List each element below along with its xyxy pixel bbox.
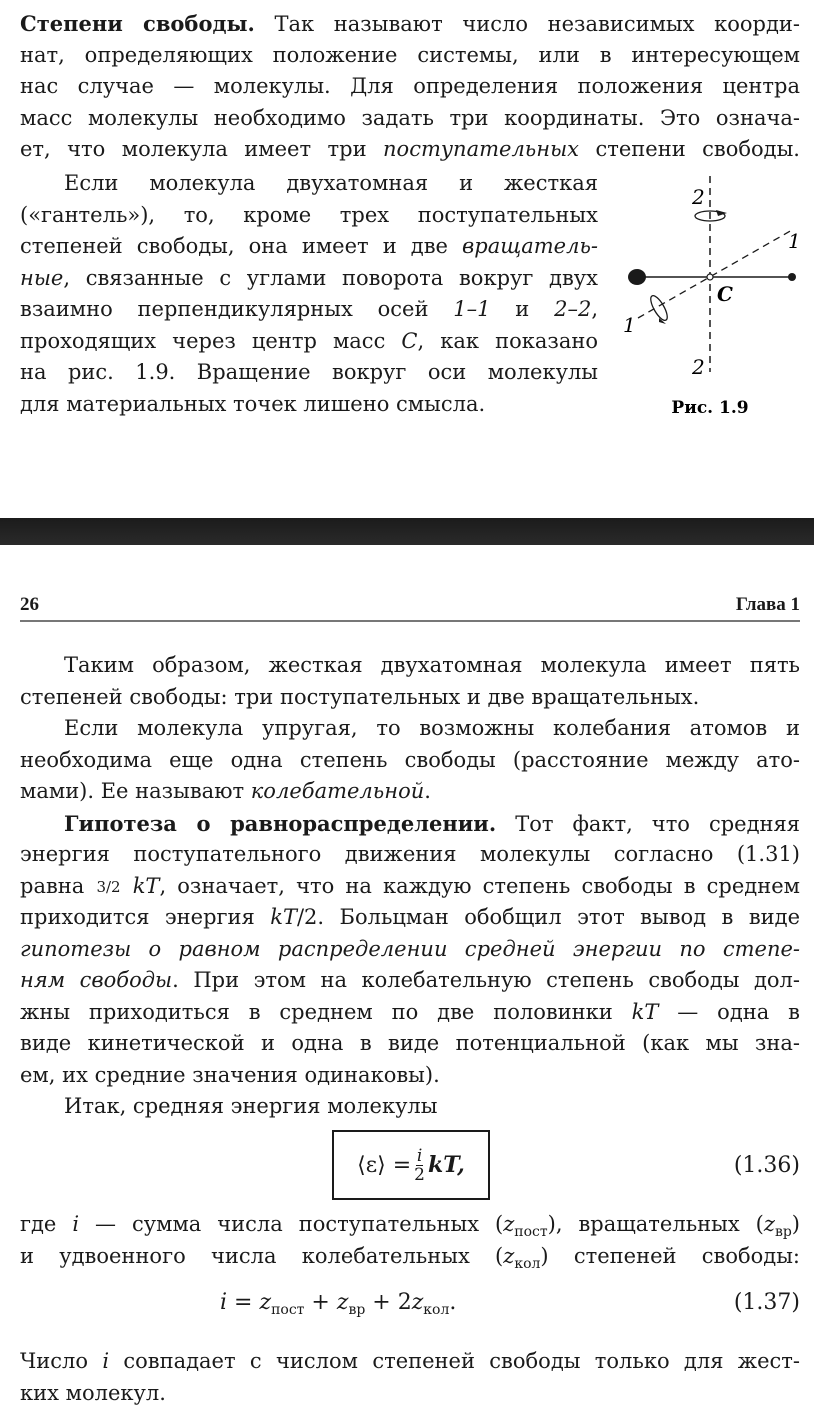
equation-number-1-36: (1.36)	[734, 1153, 800, 1178]
text-line	[20, 1091, 800, 1123]
subscript: кол	[423, 1302, 449, 1318]
text-line	[20, 776, 800, 808]
text-line	[20, 713, 800, 745]
text-run: Итак, средняя энергия молекулы	[64, 1094, 438, 1118]
italic-text: i	[220, 1290, 227, 1315]
axis-label-2-top: 2	[691, 185, 705, 209]
text-line	[20, 965, 800, 997]
italic-text: вращатель-	[462, 234, 598, 258]
text-run: необходима еще одна степень свободы (расстояние между ато-	[20, 748, 800, 772]
small-atom	[788, 273, 796, 281]
subscript: кол	[514, 1256, 540, 1272]
equation-1-37	[220, 1290, 456, 1318]
text-line	[20, 745, 800, 777]
axis-label-1-right: 1	[788, 229, 801, 253]
figure-caption: Рис. 1.9	[671, 398, 748, 418]
text-run: , как показано	[418, 329, 599, 353]
text-line	[20, 1209, 800, 1241]
text-line	[20, 40, 800, 72]
text-run: . При этом на колебательную степень свободы дол-	[172, 968, 800, 992]
text-run: степеней свободы: три поступательных и две вращательных.	[20, 685, 699, 709]
equation-rhs: kT,	[428, 1152, 465, 1178]
text-run: где	[20, 1212, 72, 1236]
text-line	[20, 682, 800, 714]
text-run: , связанные с углами поворота вокруг двух	[63, 266, 598, 290]
text-line	[20, 168, 598, 200]
text-run: и удвоенного числа колебательных (	[20, 1244, 503, 1268]
italic-text: z	[503, 1244, 514, 1268]
text-line	[20, 389, 598, 421]
text-line	[20, 103, 800, 135]
italic-text: kT	[270, 905, 297, 929]
text-run: совпадает с числом степеней свободы только для жест-	[109, 1349, 800, 1373]
text-run: энергия поступательного движения молекулы согласно (1.31)	[20, 842, 800, 866]
italic-text: 2–2	[554, 297, 591, 321]
italic-text: ням свободы	[20, 968, 172, 992]
text-line	[20, 839, 800, 871]
text-line	[20, 263, 598, 295]
text-run: Если молекула упругая, то возможны колебания атомов и	[64, 716, 800, 740]
italic-text: поступательных	[383, 137, 579, 161]
fraction	[414, 1147, 425, 1184]
italic-text: i	[102, 1349, 109, 1373]
text-line	[20, 8, 800, 40]
text-line	[20, 650, 800, 682]
paragraph-diatomic-molecule	[20, 168, 598, 420]
text-run: =	[227, 1290, 259, 1315]
text-line	[20, 1060, 800, 1092]
text-run: равна	[20, 874, 95, 898]
text-run: ) степеней свободы:	[540, 1244, 800, 1268]
header-rule	[20, 620, 800, 622]
page-number: 26	[20, 594, 39, 616]
italic-text: z	[764, 1212, 775, 1236]
text-line	[20, 997, 800, 1029]
axis-label-2-bottom: 2	[691, 355, 705, 379]
axis-1-1-dashed	[638, 230, 792, 318]
text-run: степеней свободы, она имеет и две	[20, 234, 462, 258]
text-line	[20, 808, 800, 840]
text-run: /2. Больцман обобщил этот вывод в виде	[297, 905, 800, 929]
text-run: Так называют число независимых коорди-	[255, 12, 800, 36]
subscript: вр	[775, 1224, 792, 1240]
text-run: — одна в	[658, 1000, 800, 1024]
body-text-conclusion	[20, 1346, 800, 1409]
text-run: масс молекулы необходимо задать три координаты. Это означа-	[20, 106, 800, 130]
text-line	[20, 71, 800, 103]
text-run: )	[792, 1212, 800, 1236]
text-line	[20, 326, 598, 358]
equation-1-36-box	[332, 1130, 490, 1200]
text-run: , означает, что на каждую степень свободы в среднем	[159, 874, 800, 898]
text-line	[20, 294, 598, 326]
text-line	[20, 1378, 800, 1409]
text-run: ,	[591, 297, 598, 321]
text-run: .	[449, 1290, 456, 1315]
subscript: пост	[271, 1302, 304, 1318]
text-line	[20, 231, 598, 263]
text-run: ет, что молекула имеет три	[20, 137, 383, 161]
text-run: Тот факт, что средняя	[496, 812, 800, 836]
paragraph-degrees-of-freedom	[20, 8, 800, 166]
text-run: жны приходиться в среднем по две половинки	[20, 1000, 632, 1024]
text-run: .	[424, 779, 431, 803]
text-run: Число	[20, 1349, 102, 1373]
figure-1-9-dumbbell-molecule	[610, 170, 810, 420]
italic-text: 1–1	[453, 297, 490, 321]
text-run: и	[490, 297, 554, 321]
text-run: для материальных точек лишено смысла.	[20, 392, 485, 416]
chapter-title: Глава 1	[736, 594, 800, 616]
text-line	[20, 871, 800, 903]
fraction-numerator: i	[416, 1147, 423, 1166]
equation-number-1-37: (1.37)	[734, 1290, 800, 1315]
text-line	[20, 357, 598, 389]
subscript: пост	[514, 1224, 547, 1240]
page-separator	[0, 518, 814, 545]
italic-text: C	[401, 329, 417, 353]
fraction: 3/2	[96, 878, 120, 896]
axis-label-1-left: 1	[623, 313, 636, 337]
text-run: проходящих через центр масс	[20, 329, 401, 353]
italic-text: колебательной	[251, 779, 424, 803]
italic-text: z	[412, 1290, 424, 1315]
text-run: нас случае — молекулы. Для определения положения центра	[20, 74, 800, 98]
text-run: взаимно перпендикулярных осей	[20, 297, 453, 321]
text-line	[20, 1346, 800, 1378]
subscript: вр	[348, 1302, 365, 1318]
text-run	[122, 874, 133, 898]
text-run: ), вращательных (	[548, 1212, 764, 1236]
text-run: виде кинетической и одна в виде потенциальной (как мы зна-	[20, 1031, 800, 1055]
text-run: на рис. 1.9. Вращение вокруг оси молекулы	[20, 360, 598, 384]
text-line	[20, 200, 598, 232]
center-label: C	[717, 282, 733, 306]
text-run: ких молекул.	[20, 1381, 166, 1405]
text-run: + 2	[365, 1290, 411, 1315]
text-run: Если молекула двухатомная и жесткая	[64, 171, 598, 195]
text-line	[20, 1241, 800, 1273]
text-run: степени свободы.	[579, 137, 800, 161]
center-of-mass	[707, 274, 713, 280]
italic-text: kT	[632, 1000, 659, 1024]
text-line	[20, 934, 800, 966]
bold-text: Степени свободы.	[20, 11, 255, 36]
italic-text: z	[337, 1290, 349, 1315]
fraction-denominator: 2	[414, 1166, 425, 1184]
italic-text: z	[503, 1212, 514, 1236]
large-atom	[628, 269, 646, 285]
equation-lhs: ⟨ε⟩ =	[357, 1153, 411, 1178]
text-run: +	[304, 1290, 336, 1315]
bold-text: Гипотеза о равнораспределении.	[64, 811, 496, 836]
italic-text: гипотезы о равном распределении средней энергии по степе-	[20, 937, 800, 961]
body-text-sum-definition	[20, 1209, 800, 1272]
text-run: ем, их средние значения одинаковы).	[20, 1063, 440, 1087]
text-run: Таким образом, жесткая двухатомная молекула имеет пять	[64, 653, 800, 677]
text-run: — сумма числа поступательных (	[79, 1212, 503, 1236]
text-line	[20, 1028, 800, 1060]
text-line	[20, 134, 800, 166]
text-line	[20, 902, 800, 934]
text-run: мами). Ее называют	[20, 779, 251, 803]
italic-text: i	[72, 1212, 79, 1236]
italic-text: ные	[20, 266, 63, 290]
italic-text: z	[259, 1290, 271, 1315]
italic-text: kT	[133, 874, 160, 898]
text-run: («гантель»), то, кроме трех поступательных	[20, 203, 598, 227]
text-run: приходится энергия	[20, 905, 270, 929]
body-text-main	[20, 650, 800, 1123]
text-run: нат, определяющих положение системы, или в интересующем	[20, 43, 800, 67]
